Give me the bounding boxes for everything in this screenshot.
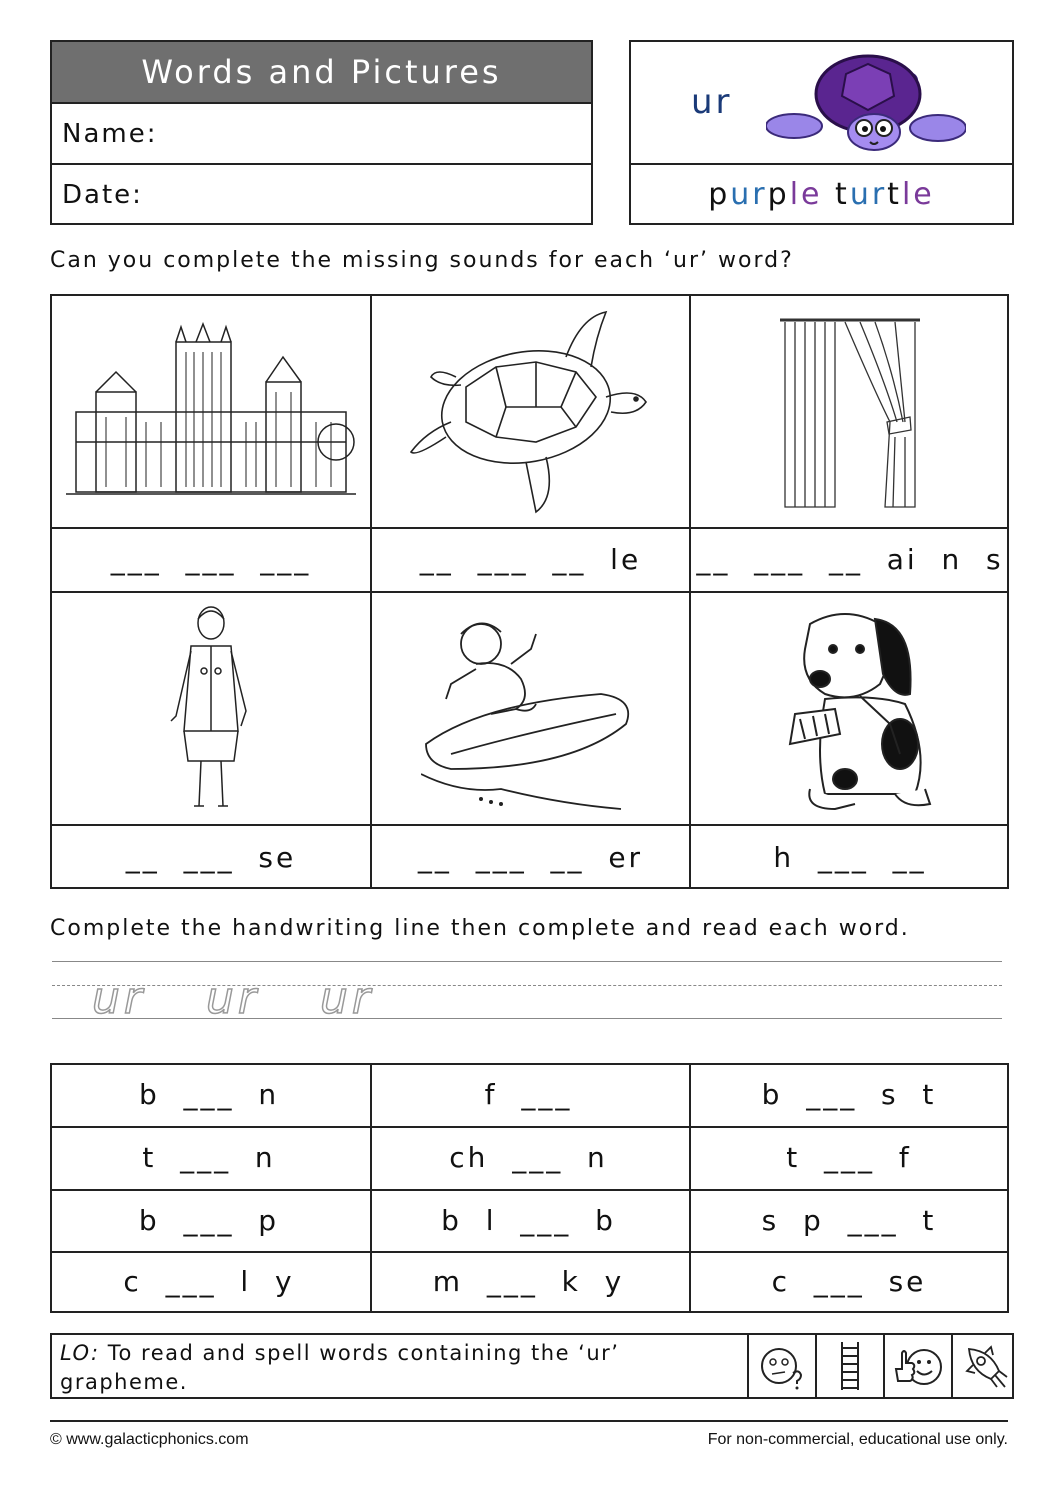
answer-nurse[interactable]: __ ___ se bbox=[125, 841, 297, 874]
word-cell[interactable]: f ___ bbox=[484, 1078, 573, 1111]
self-assess-thinking[interactable] bbox=[747, 1335, 815, 1397]
header-info-box bbox=[50, 40, 593, 225]
keyword-part: t bbox=[835, 177, 850, 212]
trace-ur-3: ur bbox=[319, 973, 374, 1024]
hurt-dog-icon bbox=[765, 604, 935, 814]
grapheme-label: ur bbox=[691, 82, 733, 122]
surfer-icon bbox=[421, 604, 641, 814]
name-field[interactable] bbox=[52, 104, 591, 165]
word-cell[interactable]: c ___ l y bbox=[123, 1265, 295, 1298]
footer-divider bbox=[50, 1420, 1008, 1422]
cathedral-icon bbox=[66, 322, 356, 502]
trace-ur-1: ur bbox=[92, 973, 146, 1024]
instruction-handwriting: Complete the handwriting line then complete and read each word. bbox=[50, 916, 910, 941]
nurse-picture bbox=[52, 593, 370, 824]
lo-prefix: LO: bbox=[60, 1341, 100, 1365]
word-cell[interactable]: b ___ s t bbox=[761, 1078, 937, 1111]
word-cell[interactable]: s p ___ t bbox=[761, 1204, 937, 1237]
word-cell[interactable]: t ___ f bbox=[786, 1141, 912, 1174]
date-label: Date: bbox=[62, 180, 143, 210]
thinking-face-icon bbox=[757, 1341, 807, 1391]
date-field[interactable] bbox=[52, 165, 591, 226]
picture-words-table bbox=[50, 294, 1009, 889]
footer-copyright: © www.galacticphonics.com bbox=[50, 1431, 249, 1448]
purple-turtle-icon bbox=[766, 54, 966, 156]
word-cell[interactable]: t ___ n bbox=[142, 1141, 276, 1174]
keyword-part: p bbox=[767, 177, 790, 212]
keyword-part: p bbox=[708, 177, 731, 212]
word-cell[interactable]: b ___ p bbox=[138, 1204, 280, 1237]
answer-cathedral[interactable]: ___ ___ ___ bbox=[110, 543, 312, 576]
trace-ur-2: ur bbox=[205, 973, 260, 1024]
surfer-picture bbox=[372, 593, 689, 824]
keyword-phrase bbox=[631, 165, 1012, 225]
self-assess-thumbs-up[interactable] bbox=[883, 1335, 951, 1397]
learning-objective-text bbox=[60, 1339, 700, 1397]
curtains-icon bbox=[775, 312, 925, 512]
word-cell[interactable]: m ___ k y bbox=[432, 1265, 625, 1298]
word-cell[interactable]: ch ___ n bbox=[449, 1141, 608, 1174]
self-assess-ladder[interactable] bbox=[815, 1335, 883, 1397]
answer-sea-turtle[interactable]: __ ___ __ le bbox=[419, 543, 642, 576]
rocket-icon bbox=[961, 1341, 1011, 1391]
self-assess-rocket[interactable] bbox=[951, 1335, 1019, 1397]
keyword-part: ur bbox=[849, 177, 888, 212]
word-cell[interactable]: b ___ n bbox=[138, 1078, 280, 1111]
ascender-line bbox=[52, 961, 1002, 962]
answer-surfer[interactable]: __ ___ __ er bbox=[417, 841, 644, 874]
grapheme-box bbox=[629, 40, 1014, 225]
word-cell[interactable]: c ___ se bbox=[771, 1265, 927, 1298]
sea-turtle-icon bbox=[406, 307, 656, 517]
curtains-picture bbox=[691, 296, 1009, 527]
instruction-missing-sounds: Can you complete the missing sounds for each ‘ur’ word? bbox=[50, 248, 794, 273]
sea-turtle-picture bbox=[372, 296, 689, 527]
answer-curtains[interactable]: __ ___ __ ai n s bbox=[696, 543, 1004, 576]
ladder-icon bbox=[835, 1340, 865, 1392]
thumbs-up-icon bbox=[892, 1341, 944, 1391]
keyword-part: le bbox=[789, 177, 823, 212]
keyword-part: le bbox=[901, 177, 935, 212]
grapheme-panel bbox=[631, 42, 1012, 165]
word-cell[interactable]: b l ___ b bbox=[441, 1204, 616, 1237]
worksheet-title: Words and Pictures bbox=[52, 42, 591, 104]
keyword-part bbox=[823, 177, 836, 212]
nurse-icon bbox=[166, 601, 256, 816]
lo-body: To read and spell words containing the ‘ur’ grapheme. bbox=[60, 1341, 620, 1394]
answer-hurt[interactable]: h ___ __ bbox=[773, 841, 927, 874]
name-label: Name: bbox=[62, 119, 158, 149]
hurt-dog-picture bbox=[691, 593, 1009, 824]
cathedral-picture bbox=[52, 296, 370, 527]
keyword-part: ur bbox=[730, 177, 768, 212]
learning-objective-box bbox=[50, 1333, 1014, 1399]
trace-letters bbox=[92, 973, 432, 1024]
footer-usage-note: For non-commercial, educational use only. bbox=[707, 1431, 1008, 1448]
keyword-part: t bbox=[887, 177, 902, 212]
